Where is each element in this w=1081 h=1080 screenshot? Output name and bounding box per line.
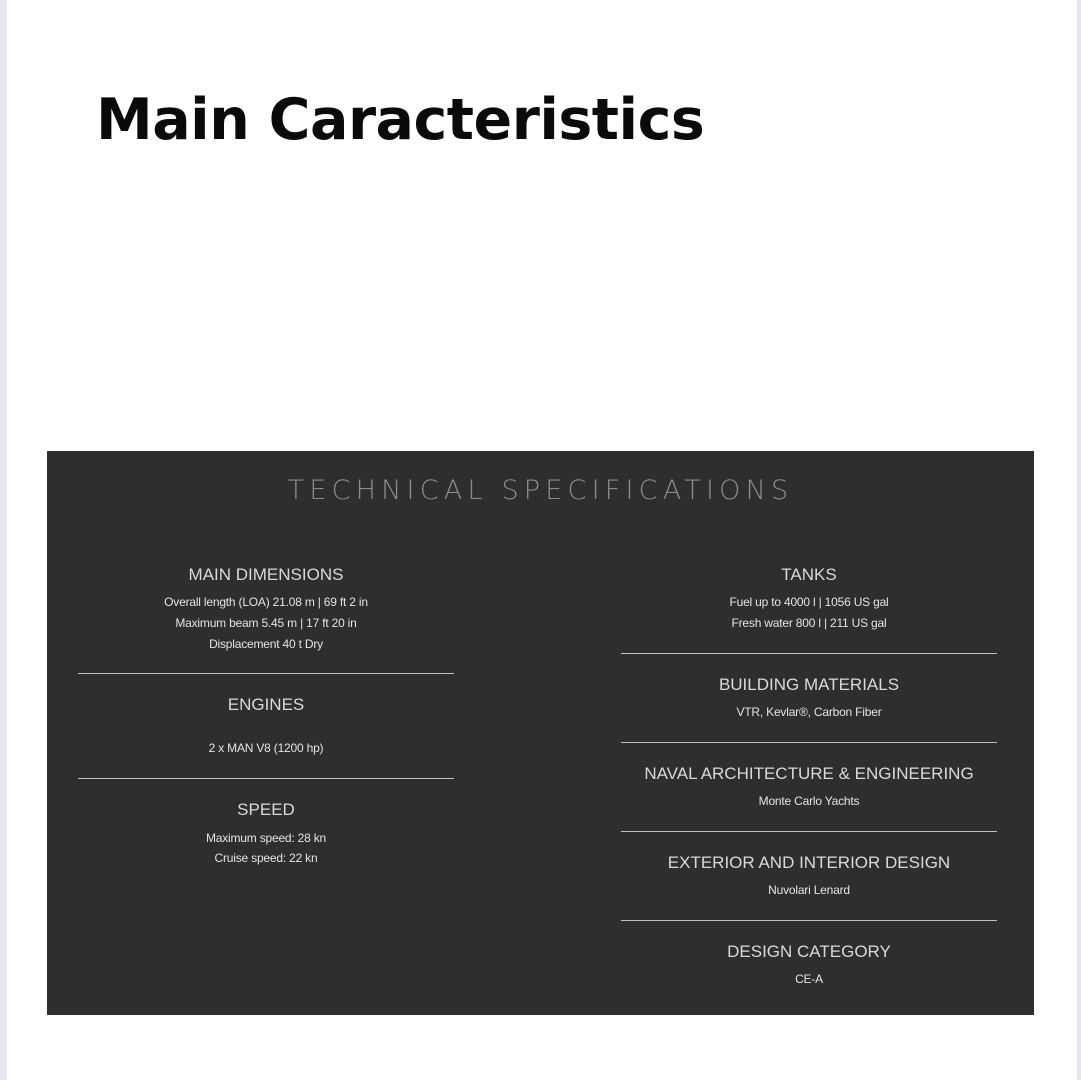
overall-length-text: Overall length (LOA) 21.08 m | 69 ft 2 in (164, 595, 368, 609)
section-divider (621, 653, 997, 654)
cruise-speed-text: Cruise speed: 22 kn (214, 851, 318, 865)
design-title: EXTERIOR AND INTERIOR DESIGN (667, 853, 951, 872)
speed-title: SPEED (237, 800, 295, 819)
technical-specifications-panel (47, 451, 1034, 1015)
design-text: Nuvolari Lenard (768, 883, 850, 897)
left-page-edge (0, 0, 7, 1080)
section-divider (78, 778, 454, 779)
engines-title: ENGINES (227, 695, 305, 714)
fresh-water-text: Fresh water 800 l | 211 US gal (731, 616, 887, 630)
building-materials-text: VTR, Kevlar®, Carbon Fiber (736, 705, 882, 719)
design-category-text: CE-A (795, 972, 823, 986)
section-divider (621, 742, 997, 743)
page-title: Main Caracteristics (96, 87, 705, 153)
design-category-title: DESIGN CATEGORY (727, 942, 891, 961)
maximum-speed-text: Maximum speed: 28 kn (205, 831, 327, 845)
naval-architecture-text: Monte Carlo Yachts (758, 794, 860, 808)
fuel-text: Fuel up to 4000 l | 1056 US gal (729, 595, 889, 609)
building-materials-title: BUILDING MATERIALS (718, 675, 900, 694)
engines-text: 2 x MAN V8 (1200 hp) (208, 741, 324, 755)
displacement-text: Displacement 40 t Dry (209, 637, 323, 651)
tanks-title: TANKS (781, 565, 837, 584)
section-divider (621, 831, 997, 832)
naval-architecture-title: NAVAL ARCHITECTURE & ENGINEERING (644, 764, 974, 783)
maximum-beam-text: Maximum beam 5.45 m | 17 ft 20 in (175, 616, 357, 630)
specifications-heading: TECHNICAL SPECIFICATIONS (287, 475, 794, 506)
section-divider (78, 673, 454, 674)
section-divider (621, 920, 997, 921)
right-page-edge (1077, 0, 1081, 1080)
main-dimensions-title: MAIN DIMENSIONS (188, 565, 344, 584)
